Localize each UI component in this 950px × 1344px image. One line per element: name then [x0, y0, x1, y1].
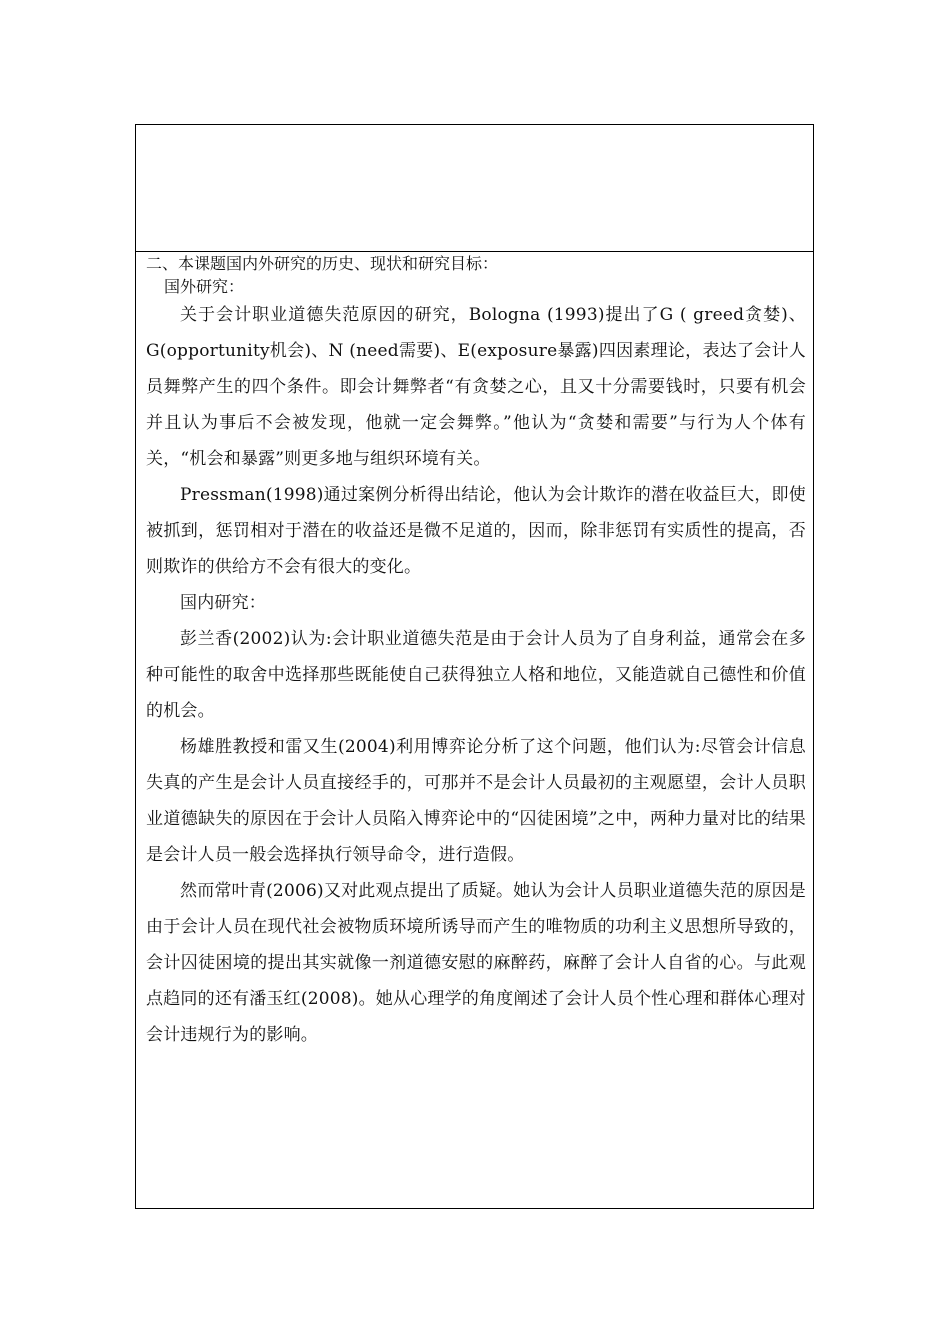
- domestic-paragraph-1: 彭兰香(2002)认为:会计职业道德失范是由于会计人员为了自身利益，通常会在多种可能性的取舍中选择那些既能使自己获得独立人格和地位，又能造就自己德性和价值的机会。: [146, 629, 806, 721]
- foreign-research-label: 国外研究：: [164, 277, 245, 296]
- domestic-paragraph-3: 然而常叶青(2006)又对此观点提出了质疑。她认为会计人员职业道德失范的原因是由于会计人员在现代社会被物质环境所诱导而产生的唯物质的功利主义思想所导致的，会计囚徒困境的提出其实就像一剂道德安慰的麻醉药，麻醉了会计人自省的心。与此观点趋同的还有潘玉红(2008)。她从心理学的角度阐述了会计人员个性心理和群体心理对会计违规行为的影响。: [146, 881, 806, 1045]
- research-body: [146, 297, 806, 1053]
- section-heading: 二、本课题国内外研究的历史、现状和研究目标：: [146, 254, 499, 273]
- foreign-paragraph-2: Pressman(1998)通过案例分析得出结论，他认为会计欺诈的潜在收益巨大，即使被抓到，惩罚相对于潜在的收益还是微不足道的，因而，除非惩罚有实质性的提高，否则欺诈的供给方不会有很大的变化。: [146, 485, 806, 577]
- form-table: [135, 124, 814, 1209]
- domestic-research-label: 国内研究：: [180, 593, 266, 613]
- empty-top-cell: [136, 125, 813, 252]
- domestic-paragraph-2: 杨雄胜教授和雷又生(2004)利用博弈论分析了这个问题，他们认为:尽管会计信息失真的产生是会计人员直接经手的，可那并不是会计人员最初的主观愿望，会计人员职业道德缺失的原因在于会计人员陷入博弈论中的“囚徒困境”之中，两种力量对比的结果是会计人员一般会选择执行领导命令，进行造假。: [146, 737, 806, 865]
- foreign-paragraph-1: 关于会计职业道德失范原因的研究，Bologna (1993)提出了G ( greed贪婪)、G(opportunity机会)、N (need需要)、E(exposure暴露)四因素理论，表达了会计人员舞弊产生的四个条件。即会计舞弊者“有贪婪之心，且又十分需要钱时，只要有机会并且认为事后不会被发现，他就一定会舞弊。”他认为“贪婪和需要”与行为人个体有关，“机会和暴露”则更多地与组织环境有关。: [146, 305, 806, 469]
